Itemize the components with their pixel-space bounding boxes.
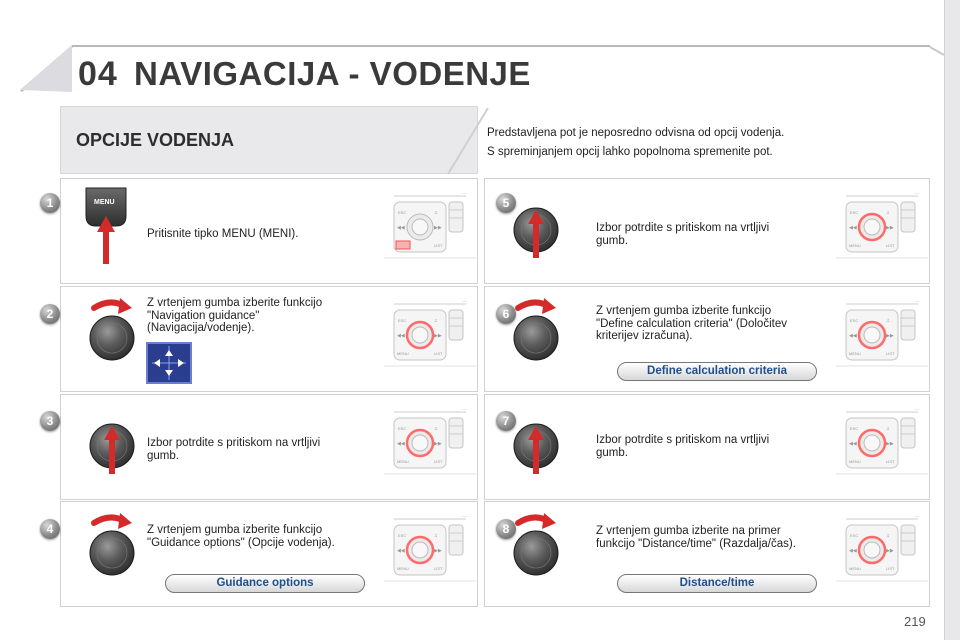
intro-line: S spreminjanjem opcij lahko popolnoma spremenite pot. [487, 146, 773, 158]
step-instruction-line: Izbor potrdite s pritiskom na vrtljivi [596, 434, 770, 446]
step-number-badge: 8 [496, 519, 516, 539]
control-panel-illustration [836, 511, 928, 593]
step-number-badge: 4 [40, 519, 60, 539]
step-number-badge: 1 [40, 193, 60, 213]
press-knob-icon [506, 402, 576, 482]
control-panel-illustration [836, 404, 928, 486]
step-instruction [596, 434, 769, 459]
step-instruction-line: gumb. [596, 446, 628, 459]
menu-option-label: Guidance options [165, 574, 365, 593]
menu-key-label: MENU [94, 199, 115, 206]
control-panel-illustration [836, 188, 928, 270]
step-instruction [596, 222, 769, 247]
step-instruction-line: Z vrtenjem gumba izberite funkcijo [147, 524, 323, 536]
menu-key-icon [82, 186, 142, 276]
intro-line: Predstavljena pot je neposredno odvisna od opcij vodenja. [487, 127, 785, 139]
step-instruction-line: Z vrtenjem gumba izberite na primer [596, 525, 781, 537]
step-instruction [147, 228, 298, 241]
section-divider-slash [440, 106, 490, 176]
rotate-knob-icon [506, 509, 576, 589]
step-number-badge: 3 [40, 411, 60, 431]
rotate-knob-icon [82, 509, 152, 589]
step-instruction-line: Pritisnite tipko MENU (MENI). [147, 228, 299, 240]
control-panel-illustration [836, 296, 928, 378]
intro-text [487, 124, 784, 162]
step-instruction-line: "Navigation guidance" [147, 309, 260, 322]
step-number-badge: 5 [496, 193, 516, 213]
step-instruction-line: Z vrtenjem gumba izberite funkcijo [596, 305, 772, 317]
step-instruction-line: Izbor potrdite s pritiskom na vrtljivi [147, 437, 321, 449]
step-number-badge: 7 [496, 411, 516, 431]
section-title: OPCIJE VODENJA [76, 130, 235, 150]
control-panel-illustration [384, 188, 476, 270]
step-instruction-line: funkcijo "Distance/time" (Razdalja/čas). [596, 537, 796, 550]
navigation-guidance-icon [146, 342, 192, 384]
step-instruction [596, 525, 796, 550]
rotate-knob-icon [82, 294, 152, 374]
step-instruction-line: gumb. [147, 449, 179, 462]
step-instruction [147, 524, 335, 549]
step-instruction-line: "Define calculation criteria" (Določitev [596, 317, 787, 330]
page-title: NAVIGACIJA - VODENJE [134, 55, 531, 92]
chapter-number: 04 [78, 55, 118, 93]
menu-option-label: Distance/time [617, 574, 817, 593]
step-number-badge: 6 [496, 304, 516, 324]
press-knob-icon [506, 186, 576, 266]
rotate-knob-icon [506, 294, 576, 374]
step-instruction-line: "Guidance options" (Opcije vodenja). [147, 536, 335, 549]
control-panel-illustration [384, 296, 476, 378]
step-instruction [596, 305, 787, 343]
control-panel-illustration [384, 511, 476, 593]
step-instruction-line: (Navigacija/vodenje). [147, 322, 255, 334]
step-instruction-line: kriterijev izračuna). [596, 330, 693, 342]
step-instruction-line: Izbor potrdite s pritiskom na vrtljivi [596, 222, 770, 234]
page-edge-rail [944, 0, 960, 640]
page-number: 219 [904, 614, 926, 629]
step-instruction [147, 297, 322, 335]
menu-option-label: Define calculation criteria [617, 362, 817, 381]
press-knob-icon [82, 402, 152, 482]
step-instruction-line: Z vrtenjem gumba izberite funkcijo [147, 297, 323, 309]
step-instruction-line: gumb. [596, 234, 628, 247]
step-instruction [147, 437, 320, 462]
step-number-badge: 2 [40, 304, 60, 324]
control-panel-illustration [384, 404, 476, 486]
